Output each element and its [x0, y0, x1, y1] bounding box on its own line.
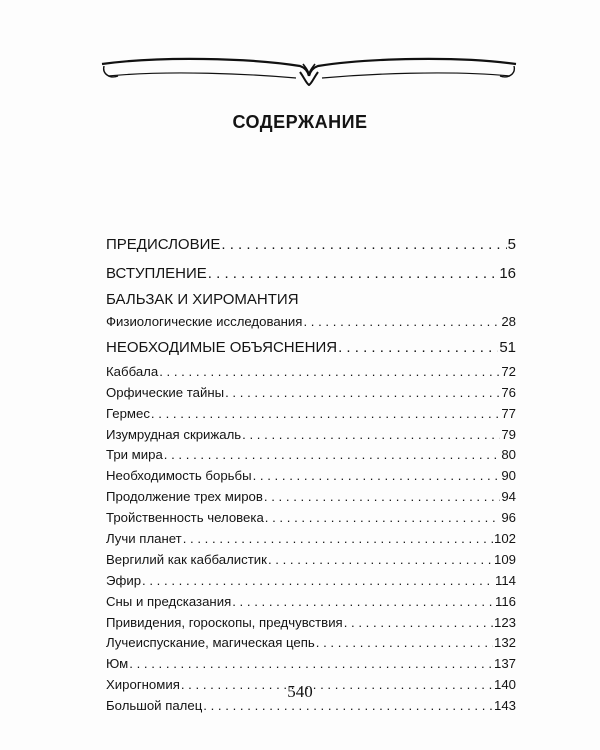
- dot-leader: [164, 445, 501, 466]
- dot-leader: [221, 230, 506, 259]
- toc-entry-page: 102: [493, 531, 516, 547]
- dot-leader: [264, 487, 500, 508]
- toc-entry: [106, 362, 516, 383]
- toc-entry: [106, 383, 516, 404]
- toc-entry-label: Лучи планет: [106, 531, 182, 547]
- toc-entry: [106, 592, 516, 613]
- table-of-contents: [106, 230, 516, 717]
- toc-entry-page: 143: [493, 698, 516, 714]
- dot-leader: [142, 571, 494, 592]
- toc-entry-label: БАЛЬЗАК И ХИРОМАНТИЯ: [106, 291, 299, 308]
- toc-entry-page: 140: [493, 677, 516, 693]
- toc-entry-page: 94: [501, 489, 516, 505]
- dot-leader: [208, 259, 499, 288]
- toc-entry-label: Тройственность человека: [106, 510, 264, 526]
- dot-leader: [268, 550, 493, 571]
- toc-entry-page: 79: [501, 426, 516, 442]
- toc-entry-page: 109: [493, 551, 516, 567]
- dot-leader: [303, 312, 500, 333]
- dot-leader: [338, 333, 498, 362]
- toc-entry-label: Юм: [106, 656, 129, 672]
- toc-entry-page: 51: [499, 338, 516, 356]
- toc-entry-page: 137: [493, 656, 516, 672]
- toc-entry-page: 80: [501, 447, 516, 463]
- dot-leader: [265, 508, 501, 529]
- toc-entry: [106, 571, 516, 592]
- toc-entry-page: 77: [501, 405, 516, 421]
- toc-entry-page: 76: [501, 384, 516, 400]
- dot-leader: [242, 425, 500, 446]
- dot-leader: [183, 529, 493, 550]
- toc-section-heading: [106, 288, 516, 312]
- dot-leader: [159, 362, 500, 383]
- toc-entry-label: Лучеиспускание, магическая цепь: [106, 635, 315, 651]
- toc-entry: [106, 230, 516, 259]
- toc-entry-label: Сны и предсказания: [106, 593, 232, 609]
- toc-entry-label: ПРЕДИСЛОВИЕ: [106, 236, 221, 253]
- toc-entry-page: 96: [501, 510, 516, 526]
- toc-entry-page: 132: [493, 635, 516, 651]
- toc-entry: [106, 487, 516, 508]
- dot-leader: [253, 466, 501, 487]
- dot-leader: [316, 633, 493, 654]
- toc-entry: [106, 466, 516, 487]
- toc-entry-page: 116: [494, 593, 516, 609]
- toc-entry-label: Хирогномия: [106, 677, 180, 693]
- toc-entry-label: Вергилий как каббалистик: [106, 551, 267, 567]
- toc-entry: [106, 425, 516, 446]
- toc-entry-label: Орфические тайны: [106, 384, 225, 400]
- toc-entry-label: Необходимость борьбы: [106, 468, 252, 484]
- toc-entry-page: 16: [499, 265, 516, 282]
- toc-entry-page: 114: [494, 572, 516, 588]
- toc-entry: [106, 259, 516, 288]
- toc-entry-label: Продолжение трех миров: [106, 489, 263, 505]
- dot-leader: [232, 592, 494, 613]
- toc-entry-page: 5: [507, 236, 516, 253]
- toc-entry: [106, 445, 516, 466]
- toc-entry: [106, 633, 516, 654]
- toc-entry: [106, 333, 516, 362]
- toc-entry-page: 90: [501, 468, 516, 484]
- toc-entry: [106, 613, 516, 634]
- page-number: 540: [287, 682, 313, 701]
- dot-leader: [129, 654, 493, 675]
- toc-entry: [106, 404, 516, 425]
- toc-entry: [106, 312, 516, 333]
- toc-entry-label: ВСТУПЛЕНИЕ: [106, 265, 207, 282]
- page-title: СОДЕРЖАНИЕ: [232, 112, 368, 132]
- toc-entry-page: 28: [501, 314, 516, 329]
- toc-entry-label: Три мира: [106, 447, 163, 463]
- toc-entry-label: Изумрудная скрижаль: [106, 426, 242, 442]
- dot-leader: [151, 404, 500, 425]
- toc-entry-label: Привидения, гороскопы, предчувствия: [106, 614, 343, 630]
- toc-entry-page: 123: [493, 614, 516, 630]
- toc-entry-label: Физиологические исследования: [106, 314, 303, 329]
- toc-entry-page: 72: [501, 363, 516, 379]
- toc-entry-label: Эфир: [106, 572, 142, 588]
- toc-entry-label: Большой палец: [106, 698, 203, 714]
- toc-entry-label: НЕОБХОДИМЫЕ ОБЪЯСНЕНИЯ: [106, 338, 338, 356]
- dot-leader: [225, 383, 500, 404]
- toc-entry: [106, 654, 516, 675]
- toc-entry: [106, 508, 516, 529]
- toc-entry-label: Каббала: [106, 363, 159, 379]
- dot-leader: [344, 613, 493, 634]
- toc-entry: [106, 550, 516, 571]
- decorative-flourish-icon: [100, 52, 518, 86]
- toc-entry: [106, 529, 516, 550]
- toc-entry-label: Гермес: [106, 405, 150, 421]
